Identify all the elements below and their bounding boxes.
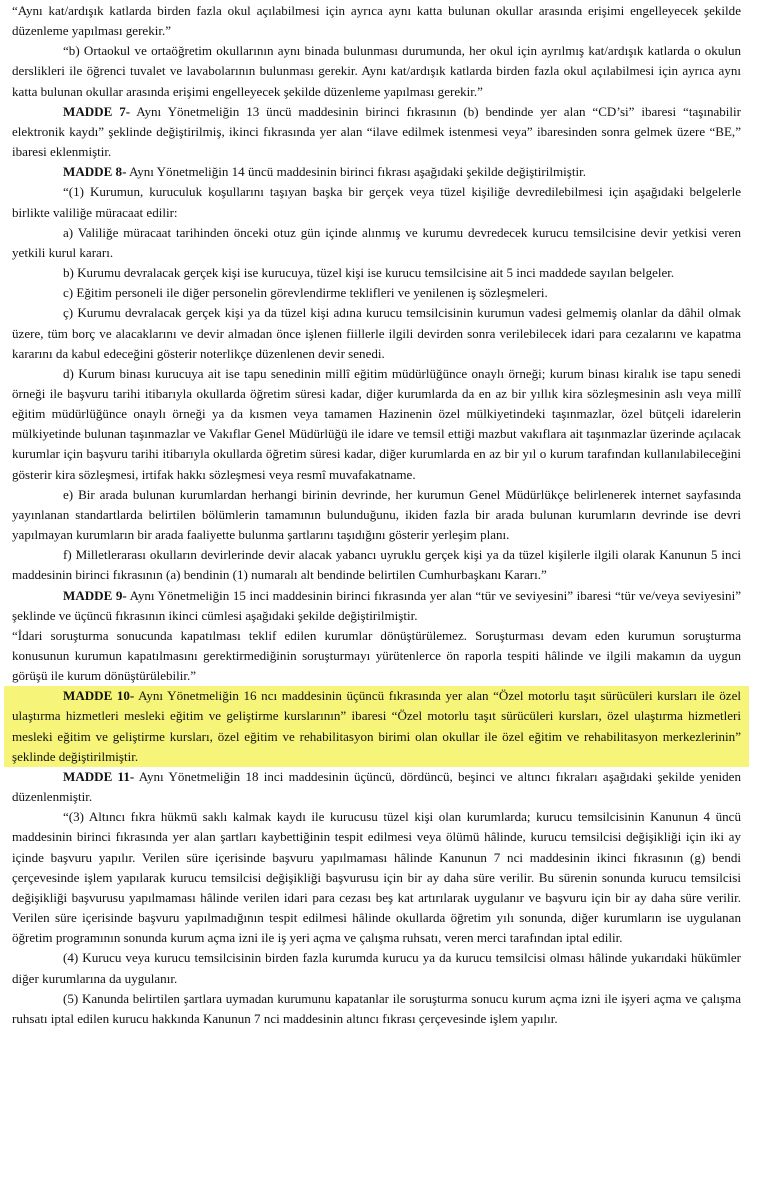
madde-10-text: Aynı Yönetmeliğin 16 ncı maddesinin üçüncü fıkrasında yer alan “Özel motorlu taşıt sürücüleri kursları ile özel ulaştırma hizmetleri mesleki eğitim ve geliştirme kurslarının” ibaresi “Özel motorlu taşıt sürücüleri kursları, özel ulaştırma hizmetleri mesleki eğitim ve geliştirme kursları, özel eğitim ve rehabilitasyon birimi olan okullar ile özel eğitim ve rehabilitasyon merkezlerinin” şeklinde değiştirilmiştir.: [12, 688, 741, 764]
paragraph-8-f: f) Milletlerarası okulların devirlerinde devir alacak yabancı uyruklu gerçek kişi ya da tüzel kişilerle ilgili olarak Kanunun 5 inci maddesinin birinci fıkrasının (a) bendinin (1) numaralı alt bendinde belirtilen Cumhurbaşkanı Kararı.”: [12, 547, 741, 583]
paragraph-8-cc: ç) Kurumu devralacak gerçek kişi ya da tüzel kişi adına kurucu temsilcisinin kurumun vadesi gelmemiş olanlar da dâhil olmak üzere, tüm borç ve alacaklarını ve devir almadan önce işlenen fiillerle ilgili devirden sonra verilebilecek idari para cezalarını ve kapatma kararını da kabul edeceğini gösterir noterlikçe düzenlenen devir senedi.: [12, 305, 741, 361]
paragraph-8-1: “(1) Kurumun, kuruculuk koşullarını taşıyan başka bir gerçek veya tüzel kişiliğe devredilebilmesi için aşağıdaki belgelerle birlikte valiliğe müracaat edilir:: [12, 184, 741, 220]
paragraph-continuation: “Aynı kat/ardışık katlarda birden fazla okul açılabilmesi için ayrıca aynı katta bulunan okullar arasında erişimi engelleyecek şekilde düzenleme yapılması gerekir.”: [12, 3, 741, 39]
paragraph-11-5: (5) Kanunda belirtilen şartlara uymadan kurumunu kapatanlar ile soruşturma sonucu kurum açma izni ile işyeri açma ve çalışma ruhsatı iptal edilen kurucu hakkında Kanunun 7 nci maddesinin altıncı fıkrası çerçevesinde işlem yapılır.: [12, 990, 741, 1026]
document-page: [12, 1, 741, 1029]
paragraph-11-3: “(3) Altıncı fıkra hükmü saklı kalmak kaydı ile kurucusu tüzel kişi olan kurumlarda; kurucu temsilcisinin Kanunun 4 üncü maddesinin birinci fıkrasında yer alan şartları kaybettiğinin tespit edilmesi veya ölümü hâlinde, kurucu temsilcisi değişikliği için iki ay içinde başvuru yapılır. Verilen süre içerisinde başvuru yapılmaması hâlinde Kanunun 7 nci maddesinin ikinci fıkrasının (g) bendi çerçevesinde işlem yapılarak kurucu temsilcisi değişikliği başvurusu için bir ay daha süre verilir. Bu sürenin sonunda kurucu temsilcisi değişikliği başvurusu yapılmaması hâlinde verilen idari para cezası beş kat artırılarak uygulanır ve başvuru için bir ay daha süre verilir. Verilen süre içerisinde başvuru yapılmadığının tespit edilmesi hâlinde okullarda öğretim yılı sonunda, diğer kurumların ise uygulanan öğretim programının sonunda kurum açma izni ile iş yeri açma ve çalışma ruhsatı, veren merci tarafından iptal edilir.: [12, 809, 741, 946]
madde-7-title: MADDE 7-: [63, 103, 131, 119]
paragraph-8-a: a) Valiliğe müracaat tarihinden önceki otuz gün içinde alınmış ve kurumu devredecek kurucu temsilcisine devir yetkisi veren yetkili kurul kararı.: [12, 224, 741, 260]
paragraph-8-b: b) Kurumu devralacak gerçek kişi ise kurucuya, tüzel kişi ise kurucu temsilcisine ait 5 inci maddede sayılan belgeler.: [63, 265, 675, 281]
madde-11: [12, 767, 741, 807]
paragraph-8-c: c) Eğitim personeli ile diğer personelin görevlendirme teklifleri ve yenilenen iş sözleşmeleri.: [63, 285, 548, 301]
madde-11-text: Aynı Yönetmeliğin 18 inci maddesinin üçüncü, dördüncü, beşinci ve altıncı fıkraları aşağıdaki şekilde yeniden düzenlenmiştir.: [12, 768, 741, 805]
madde-7-text: Aynı Yönetmeliğin 13 üncü maddesinin birinci fıkrasının (b) bendinde yer alan “CD’si” ibaresi “taşınabilir elektronik kaydı” şeklinde değiştirilmiş, ikinci fıkrasında yer alan “ilave edilmek istenmesi veya” ibaresinden sonra gelmek üzere “BE,” ibaresi eklenmiştir.: [12, 103, 741, 160]
madde-9: [12, 586, 741, 626]
madde-7: [12, 102, 741, 162]
paragraph-11-4: (4) Kurucu veya kurucu temsilcisinin birden fazla kurumda kurucu ya da kurucu temsilcisi olması hâlinde yukarıdaki hükümler diğer kurumlarına da uygulanır.: [12, 950, 741, 986]
paragraph-8-d: d) Kurum binası kurucuya ait ise tapu senedinin millî eğitim müdürlüğünce onaylı örneği; kurum binası kiralık ise tapu senedi örneği ile başvuru tarihi itibarıyla okullarda öğretim süresi kadar, diğer kurumlarda da en az bir yıllık kira sözleşmesinin aslı veya millî eğitim müdürlüğünce onaylı örneği ya da kısmen veya tamamen Hazinenin özel mülkiyetindeki taşınmazlar, özel bütçeli idarelerin mülkiyetinde bulunan taşınmazlar ve Vakıflar Genel Müdürlüğü ile idare ve temsil ettiği mazbut vakıflara ait taşınmazlar üzerinde açılacak kurumlar için başvuru tarihi itibarıyla okullarda öğretim süresi kadar, diğer kurumlarda en az bir yıl o kurum tarafından kullanılabileceğini gösterir kira sözleşmesi, irtifak hakkı sözleşmesi veya resmî muvafakatname.: [12, 365, 741, 482]
madde-8-title: MADDE 8-: [63, 164, 127, 180]
madde-8: [12, 162, 741, 182]
madde-11-title: MADDE 11-: [63, 768, 135, 784]
madde-9-title: MADDE 9-: [63, 587, 127, 603]
madde-10-highlighted: [4, 686, 749, 767]
madde-9-text: Aynı Yönetmeliğin 15 inci maddesinin birinci fıkrasında yer alan “tür ve seviyesini” ibaresi “tür ve/veya seviyesini” şeklinde ve üçüncü fıkrasının ikinci cümlesi aşağıdaki şekilde değiştirilmiştir.: [12, 587, 741, 623]
madde-10-title: MADDE 10-: [63, 688, 135, 704]
madde-8-text: Aynı Yönetmeliğin 14 üncü maddesinin birinci fıkrası aşağıdaki şekilde değiştirilmiştir.: [126, 164, 587, 180]
paragraph-9-quote: “İdari soruşturma sonucunda kapatılması teklif edilen kurumlar dönüştürülemez. Soruşturması devam eden kurumun soruşturma konusunun kurumun kapatılmasını gerektirmediğinin soruşturmayı yürütenlerce ön raporla tespiti hâlinde ve ilgili makamın da uygun görüşü ile kurum dönüştürülebilir.”: [12, 627, 741, 684]
paragraph-b: “b) Ortaokul ve ortaöğretim okullarının aynı binada bulunması durumunda, her okul için ayrılmış kat/ardışık katlarda o okulun derslikleri ile öğrenci tuvalet ve lavabolarının bulunması gerekir. Aynı kat/ardışık katlarda birden fazla okul açılabilmesi için ayrıca aynı katta bulunan okullar arasında erişimi engelleyecek şekilde düzenleme yapılması gerekir.”: [12, 43, 741, 99]
paragraph-8-e: e) Bir arada bulunan kurumlardan herhangi birinin devrinde, her kurumun Genel Müdürlükçe belirlenerek internet sayfasında yayınlanan standartlarda belirtilen bölümlerin tamamının bulunduğunu, ikiden fazla bir arada bulunan kurumların devrinde ise devri yapılmayan kurumların bir arada faaliyette bulunma şartlarını taşıdığını gösterir yerleşim planı.: [12, 486, 741, 543]
